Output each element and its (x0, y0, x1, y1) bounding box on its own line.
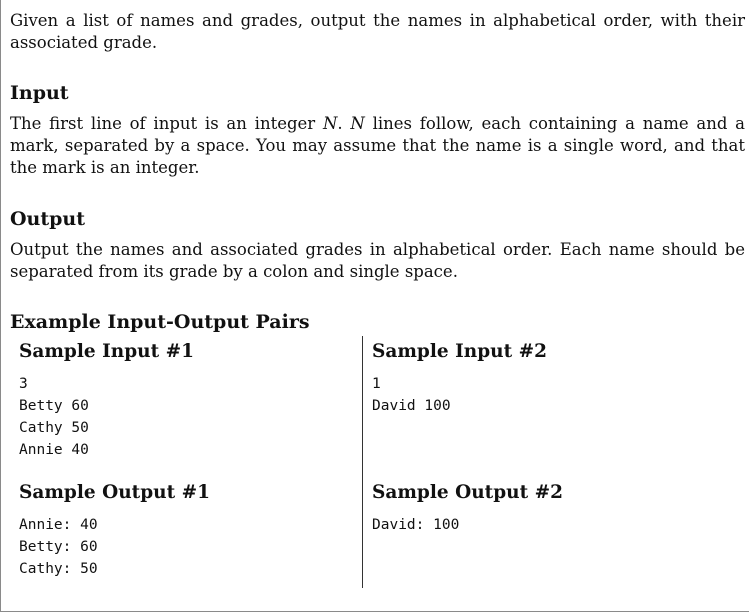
sample-output-title: Sample Output #1 (19, 482, 210, 503)
sample-input-title: Sample Input #2 (372, 341, 547, 362)
sample-input-title: Sample Input #1 (19, 341, 194, 362)
input-text-a: The first line of input is an integer (10, 114, 323, 133)
input-text-c: lines follow, each containing a name and a mark, separated by a space. You may assume that the name is a single word, and that the mark is an integer. (10, 114, 746, 177)
sample-output-block: David: 100 (372, 517, 460, 533)
variable-n: N (350, 114, 365, 133)
input-heading: Input (10, 82, 69, 104)
example-pair-1 (10, 336, 362, 588)
input-description (10, 113, 745, 179)
problem-intro: Given a list of names and grades, output the names in alphabetical order, with their associated grade. (10, 11, 745, 52)
examples-grid (10, 336, 745, 588)
output-heading: Output (10, 208, 86, 230)
output-description: Output the names and associated grades in alphabetical order. Each name should be separated from its grade by a colon and single space. (10, 240, 745, 281)
sample-output-title: Sample Output #2 (372, 482, 563, 503)
example-pair-2 (362, 336, 714, 588)
sample-output-block: Annie: 40 Betty: 60 Cathy: 50 (19, 517, 98, 577)
sample-input-block: 3 Betty 60 Cathy 50 Annie 40 (19, 376, 89, 458)
input-text-b: . (337, 114, 351, 133)
examples-heading: Example Input-Output Pairs (10, 311, 310, 333)
sample-input-block: 1 David 100 (372, 376, 451, 414)
variable-n: N (322, 114, 338, 133)
